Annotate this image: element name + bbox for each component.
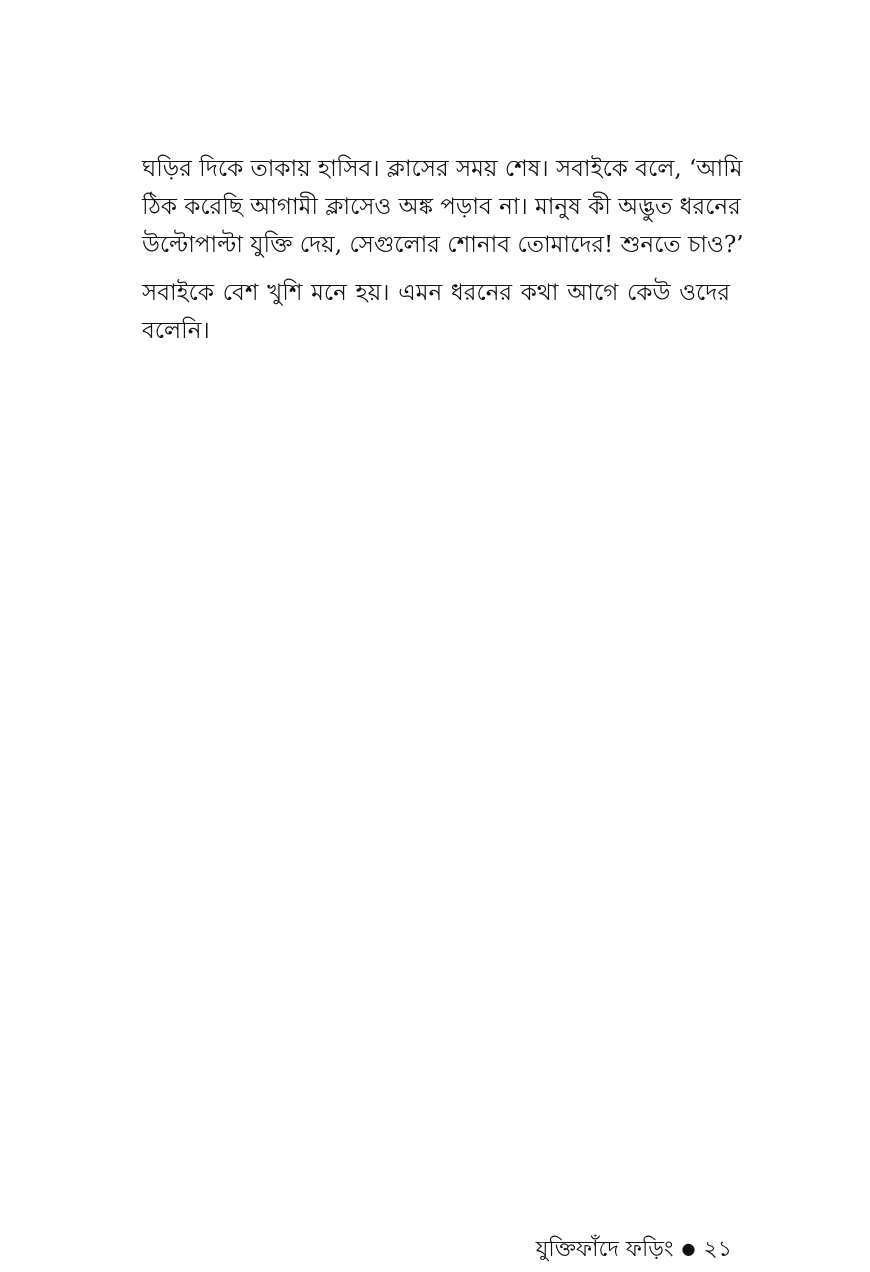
- paragraph-2: [142, 274, 730, 350]
- running-book-title: যুক্তিফাঁদে ফড়িং: [535, 1237, 674, 1262]
- paragraph-line: বলেনি।: [142, 318, 210, 344]
- page-footer: [536, 1234, 732, 1265]
- footer-bullet: ●: [681, 1239, 696, 1258]
- paragraph-line: সবাইকে বেশ খুশি মনে হয়। এমন ধরনের কথা আগে কেউ ওদের: [142, 280, 730, 306]
- page-number: ২১: [703, 1237, 732, 1262]
- paragraph-line: ঠিক করেছি আগামী ক্লাসেও অঙ্ক পড়াব না। মানুষ কী অদ্ভুত ধরনের: [142, 194, 741, 220]
- paragraph-line: ঘড়ির দিকে তাকায় হাসিব। ক্লাসের সময় শেষ। সবাইকে বলে, ‘আমি: [142, 156, 743, 182]
- body-text: [142, 150, 744, 360]
- paragraph-1: [142, 150, 744, 264]
- paragraph-line: উল্টোপাল্টা যুক্তি দেয়, সেগুলোর শোনাব তোমাদের! শুনতে চাও?’: [142, 232, 744, 258]
